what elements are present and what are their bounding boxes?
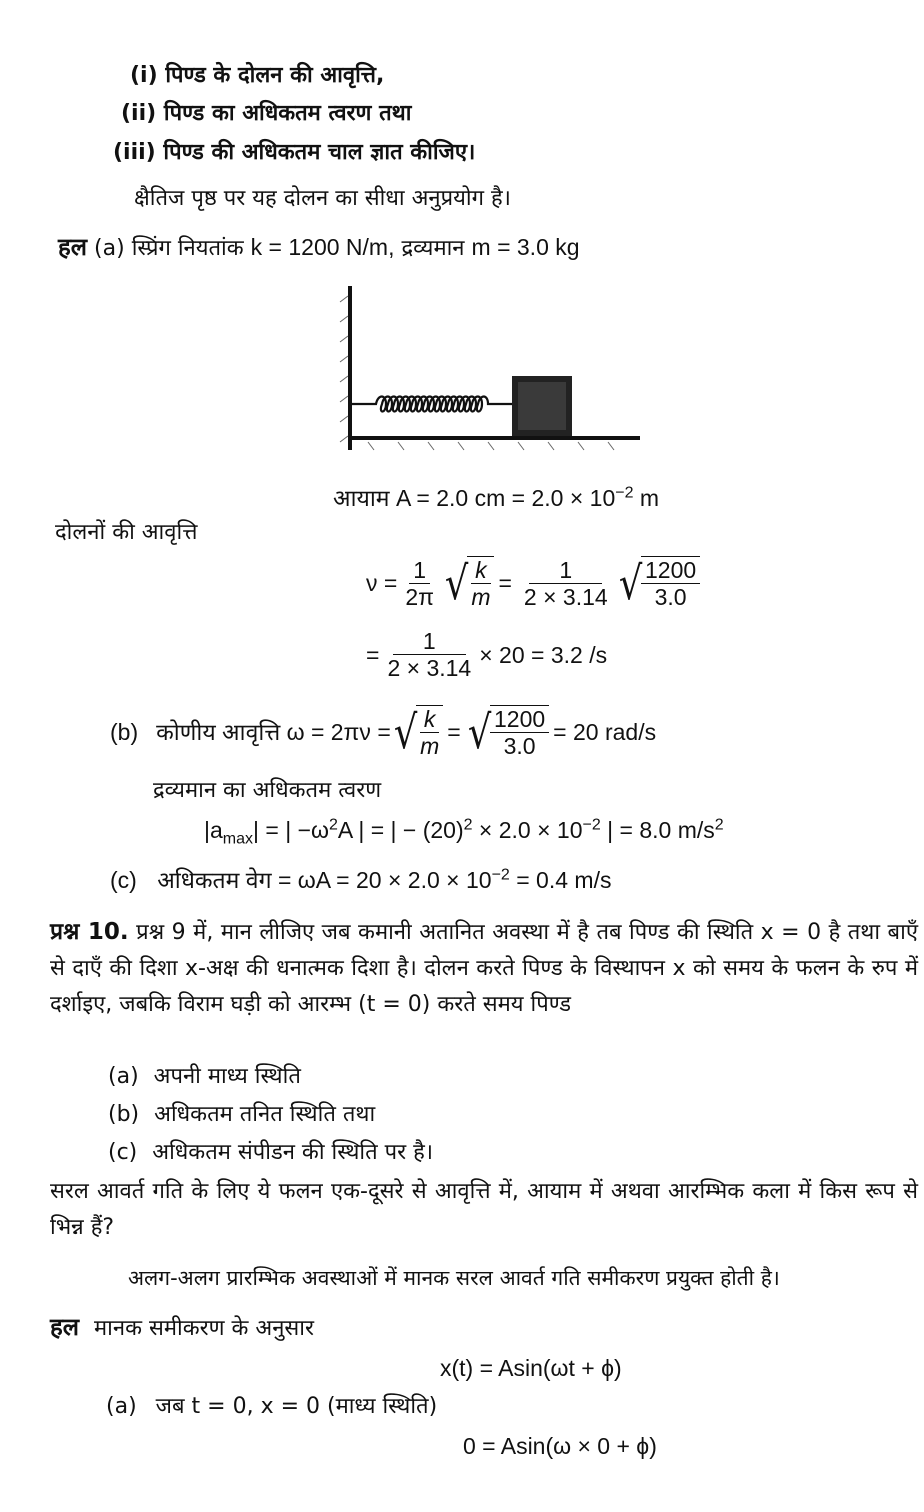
denominator: m	[420, 733, 440, 759]
item-number: (ii)	[121, 101, 157, 126]
acc-part: |a	[204, 817, 223, 843]
fraction-1-over-2pi	[401, 557, 438, 610]
solution-label: हल	[50, 1313, 80, 1341]
wall-hatching	[340, 296, 348, 442]
amplitude-line	[333, 484, 659, 512]
floor-hatching	[368, 442, 614, 450]
solution-label: हल	[58, 233, 88, 261]
acc-part: | = | −ω	[253, 817, 329, 843]
item-number: (b)	[108, 1102, 140, 1127]
radicand	[467, 556, 494, 610]
max-acceleration-label: द्रव्यमान का अधिकतम त्वरण	[153, 778, 382, 803]
item-text: पिण्ड की अधिकतम चाल ज्ञात कीजिए।	[163, 140, 476, 165]
q10-item-c	[108, 1139, 433, 1167]
acc-superscript: 2	[714, 816, 724, 834]
numerator: 1200	[641, 557, 700, 584]
question-10	[50, 914, 918, 1023]
frequency-result	[366, 628, 607, 681]
fraction-1-over-2x314	[383, 628, 475, 681]
case-a-line	[106, 1393, 437, 1421]
acc-superscript: 2	[328, 816, 338, 834]
amplitude-text: आयाम A = 2.0 cm = 2.0 × 10	[333, 485, 616, 511]
case-a-equation: 0 = Asin(ω × 0 + ϕ)	[463, 1433, 657, 1459]
numerator: 1	[393, 628, 466, 655]
velocity-exponent: −2	[491, 866, 510, 884]
item-number: (iii)	[113, 140, 156, 165]
denominator: 2 × 3.14	[523, 583, 608, 610]
amplitude-unit: m	[633, 485, 660, 511]
q10-item-b	[108, 1101, 375, 1129]
radicand	[416, 705, 443, 759]
q10-follow-up: सरल आवर्त गति के लिए ये फलन एक-दूसरे से आवृत्ति में, आयाम में अथवा आरम्भिक कला में किस रूप से भिन्न हैं?	[50, 1179, 918, 1240]
question-label: प्रश्न 10.	[50, 919, 129, 945]
denominator: 2 × 3.14	[387, 655, 472, 681]
acc-superscript: 2	[463, 816, 473, 834]
sqrt-k-over-m	[391, 705, 443, 759]
max-acceleration-equation	[204, 816, 724, 848]
item-number: (i)	[130, 63, 158, 88]
acc-part: × 2.0 × 10	[472, 817, 583, 843]
equals-sign: =	[498, 570, 512, 596]
q9-item-iii	[113, 139, 475, 167]
numerator: 1	[529, 557, 602, 584]
denominator: 3.0	[503, 733, 536, 759]
q9-note: क्षैतिज पृष्ठ पर यह दोलन का सीधा अनुप्रयोग है।	[134, 186, 511, 211]
max-velocity-line	[110, 866, 611, 894]
sol10-intro	[50, 1313, 314, 1343]
acc-part: | = 8.0 m/s	[600, 817, 715, 843]
part-tag: (c)	[110, 867, 137, 893]
sol9-given	[58, 233, 580, 263]
numerator: k	[420, 706, 440, 733]
radicand	[490, 705, 549, 759]
item-text: अपनी माध्य स्थिति	[153, 1064, 301, 1089]
part-tag: (a)	[106, 1394, 137, 1419]
m-value: m = 3.0 kg	[471, 234, 580, 260]
fraction-1-over-2x314	[520, 557, 612, 610]
spring	[352, 397, 512, 412]
acc-superscript: −2	[582, 816, 601, 834]
k-value: k = 1200 N/m,	[250, 234, 395, 260]
radical-sign: √	[467, 705, 492, 759]
q10-item-a	[108, 1063, 301, 1091]
question-body: प्रश्न 9 में, मान लीजिए जब कमानी अतानित अवस्था में है तब पिण्ड की स्थिति x = 0 है तथा बाएँ से दाएँ की दिशा x-अक्ष की धनात्मक दिशा है। दोलन करते पिण्ड के विस्थापन x को समय के फलन के रुप में दर्शाइए, जबकि विराम घड़ी को आरम्भ (t = 0) करते समय पिण्ड	[50, 920, 918, 1017]
denominator: 3.0	[654, 584, 687, 610]
radical-sign: √	[393, 705, 418, 759]
item-text: पिण्ड के दोलन की आवृत्ति,	[165, 63, 385, 88]
item-number: (a)	[108, 1064, 139, 1089]
velocity-end: = 0.4 m/s	[509, 867, 612, 893]
spring-constant-label: स्प्रिंग नियतांक	[131, 236, 244, 261]
angular-text: कोणीय आवृत्ति ω = 2πν =	[156, 719, 391, 745]
intro-text: मानक समीकरण के अनुसार	[94, 1316, 314, 1341]
numerator: 1	[409, 557, 430, 584]
q10-note: अलग-अलग प्रारम्भिक अवस्थाओं में मानक सरल आवर्त गति समीकरण प्रयुक्त होती है।	[128, 1266, 780, 1290]
item-text: अधिकतम संपीडन की स्थिति पर है।	[152, 1140, 434, 1165]
sqrt-1200-over-3	[616, 556, 700, 610]
equals-sign: =	[447, 719, 461, 745]
acc-part: A | = | − (20)	[337, 817, 464, 843]
part-tag: (a)	[94, 236, 125, 261]
item-number: (c)	[108, 1140, 138, 1165]
denominator: m	[471, 584, 491, 610]
mass-label: द्रव्यमान	[401, 236, 465, 261]
mass-block-texture	[518, 382, 566, 430]
sqrt-k-over-m	[442, 556, 494, 610]
item-text: अधिकतम तनित स्थिति तथा	[154, 1102, 376, 1127]
radical-sign: √	[618, 556, 643, 610]
radicand	[641, 556, 700, 610]
standard-shm-equation: x(t) = Asin(ωt + ϕ)	[440, 1355, 622, 1381]
frequency-equation	[366, 556, 700, 610]
frequency-label: दोलनों की आवृत्ति	[55, 520, 198, 545]
spring-mass-diagram	[338, 282, 648, 454]
nu-lhs: ν =	[366, 570, 398, 596]
velocity-text: अधिकतम वेग = ωA = 20 × 2.0 × 10	[157, 867, 492, 893]
acc-subscript: max	[222, 830, 254, 848]
numerator: k	[471, 557, 491, 584]
omega-result: = 20 rad/s	[553, 719, 657, 745]
q9-item-ii	[121, 100, 411, 128]
numerator: 1200	[490, 706, 549, 733]
case-a-text: जब t = 0, x = 0 (माध्य स्थिति)	[155, 1394, 438, 1419]
part-tag: (b)	[110, 719, 139, 745]
sqrt-1200-over-3	[465, 705, 549, 759]
amplitude-exponent: −2	[615, 484, 634, 502]
q9-item-i	[130, 62, 384, 90]
angular-frequency-line	[110, 705, 656, 759]
radical-sign: √	[444, 556, 469, 610]
denominator: 2π	[405, 583, 434, 610]
item-text: पिण्ड का अधिकतम त्वरण तथा	[163, 101, 412, 126]
equals-sign: =	[366, 641, 380, 668]
result-text: × 20 = 3.2 /s	[479, 641, 608, 668]
